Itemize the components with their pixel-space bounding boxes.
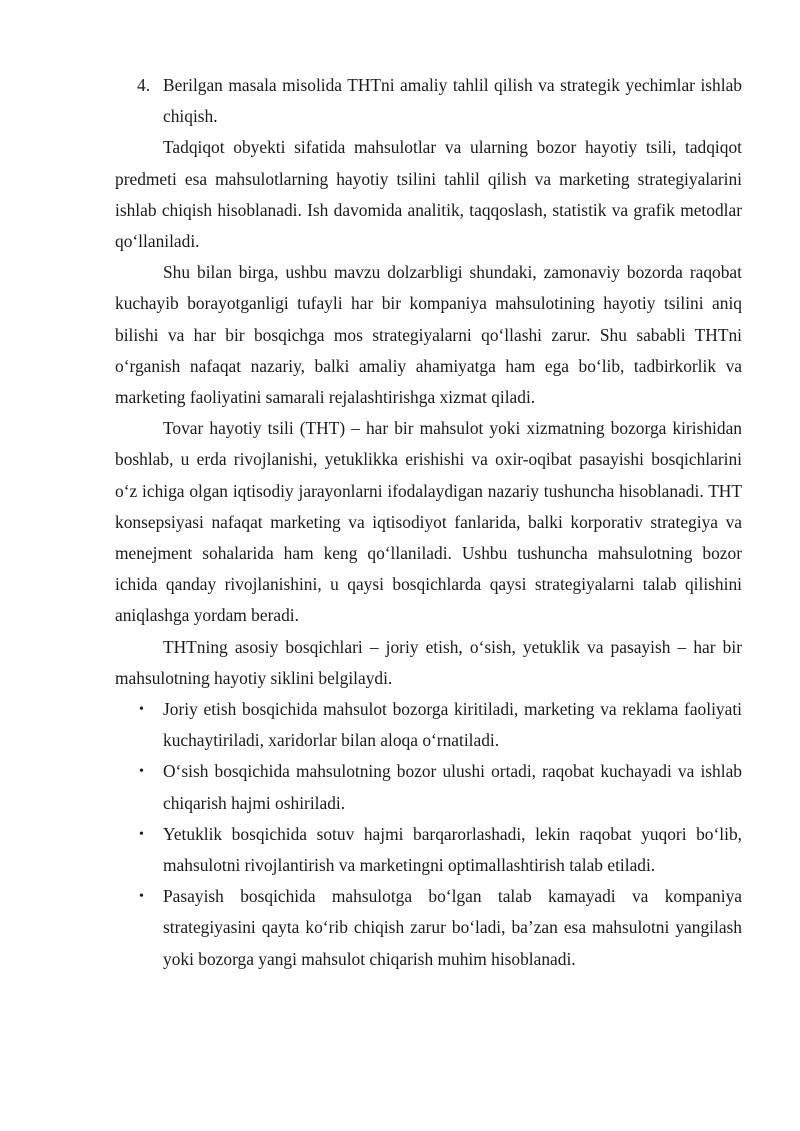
list-item-text: O‘sish bosqichida mahsulotning bozor ulushi ortadi, raqobat kuchayadi va ishlab chiqarish hajmi oshiriladi. <box>163 761 742 813</box>
item-text: Berilgan masala misolida THTni amaliy tahlil qilish va strategik yechimlar ishlab chiqish. <box>163 75 742 127</box>
bullet-icon: • <box>139 764 144 780</box>
bullet-icon: • <box>139 702 144 718</box>
numbered-item-4 <box>115 70 742 132</box>
list-item <box>115 881 742 975</box>
list-item <box>115 819 742 881</box>
stages-bullet-list <box>115 694 742 975</box>
paragraph-relevance: Shu bilan birga, ushbu mavzu dolzarbligi shundaki, zamonaviy bozorda raqobat kuchayib borayotganligi tufayli har bir kompaniya mahsulotining hayotiy tsilini aniq bilishi va har bir bosqichga mos strategiyalarni qo‘llashi zarur. Shu sababli THTni o‘rganish nafaqat nazariy, balki amaliy ahamiyatga ham ega bo‘lib, tadbirkorlik va marketing faoliyatini samarali rejalashtirishga xizmat qiladi. <box>115 262 742 408</box>
list-item-text: Joriy etish bosqichida mahsulot bozorga kiritiladi, marketing va reklama faoliyati kuchaytiriladi, xaridorlar bilan aloqa o‘rnatiladi. <box>163 699 742 751</box>
paragraph-research-object: Tadqiqot obyekti sifatida mahsulotlar va ularning bozor hayotiy tsili, tadqiqot predmeti esa mahsulotlarning hayotiy tsilini tahlil qilish va marketing strategiyalarini ishlab chiqish hisoblanadi. Ish davomida analitik, taqqoslash, statistik va grafik metodlar qo‘llaniladi. <box>115 137 742 252</box>
item-number: 4. <box>137 75 151 95</box>
list-item <box>115 694 742 756</box>
paragraph-tht-definition: Tovar hayotiy tsili (THT) – har bir mahsulot yoki xizmatning bozorga kirishidan boshlab, u erda rivojlanishi, yetuklikka erishishi va oxir-oqibat pasayishi bosqichlarini o‘z ichiga olgan iqtisodiy jarayonlarni ifodalaydigan nazariy tushuncha hisoblanadi. THT konsepsiyasi nafaqat marketing va iqtisodiyot fanlarida, balki korporativ strategiya va menejment sohalarida ham keng qo‘llaniladi. Ushbu tushuncha mahsulotning bozor ichida qanday rivojlanishini, u qaysi bosqichlarda qaysi strategiyalarni talab qilishini aniqlashga yordam beradi. <box>115 418 742 626</box>
bullet-icon: • <box>139 889 144 905</box>
list-item <box>115 756 742 818</box>
list-item-text: Yetuklik bosqichida sotuv hajmi barqarorlashadi, lekin raqobat yuqori bo‘lib, mahsulotni rivojlantirish va marketingni optimallashtirish talab etiladi. <box>163 823 742 876</box>
list-item-text: Pasayish bosqichida mahsulotga bo‘lgan talab kamayadi va kompaniya strategiyasini qayta ko‘rib chiqish zarur bo‘ladi, ba’zan esa mahsulotni yangilash yoki bozorga yangi mahsulot chiqarish muhim hisoblanadi. <box>163 886 742 969</box>
bullet-icon: • <box>139 826 144 842</box>
paragraph-tht-stages: THTning asosiy bosqichlari – joriy etish, o‘sish, yetuklik va pasayish – har bir mahsulotning hayotiy siklini belgilaydi. <box>115 636 742 688</box>
